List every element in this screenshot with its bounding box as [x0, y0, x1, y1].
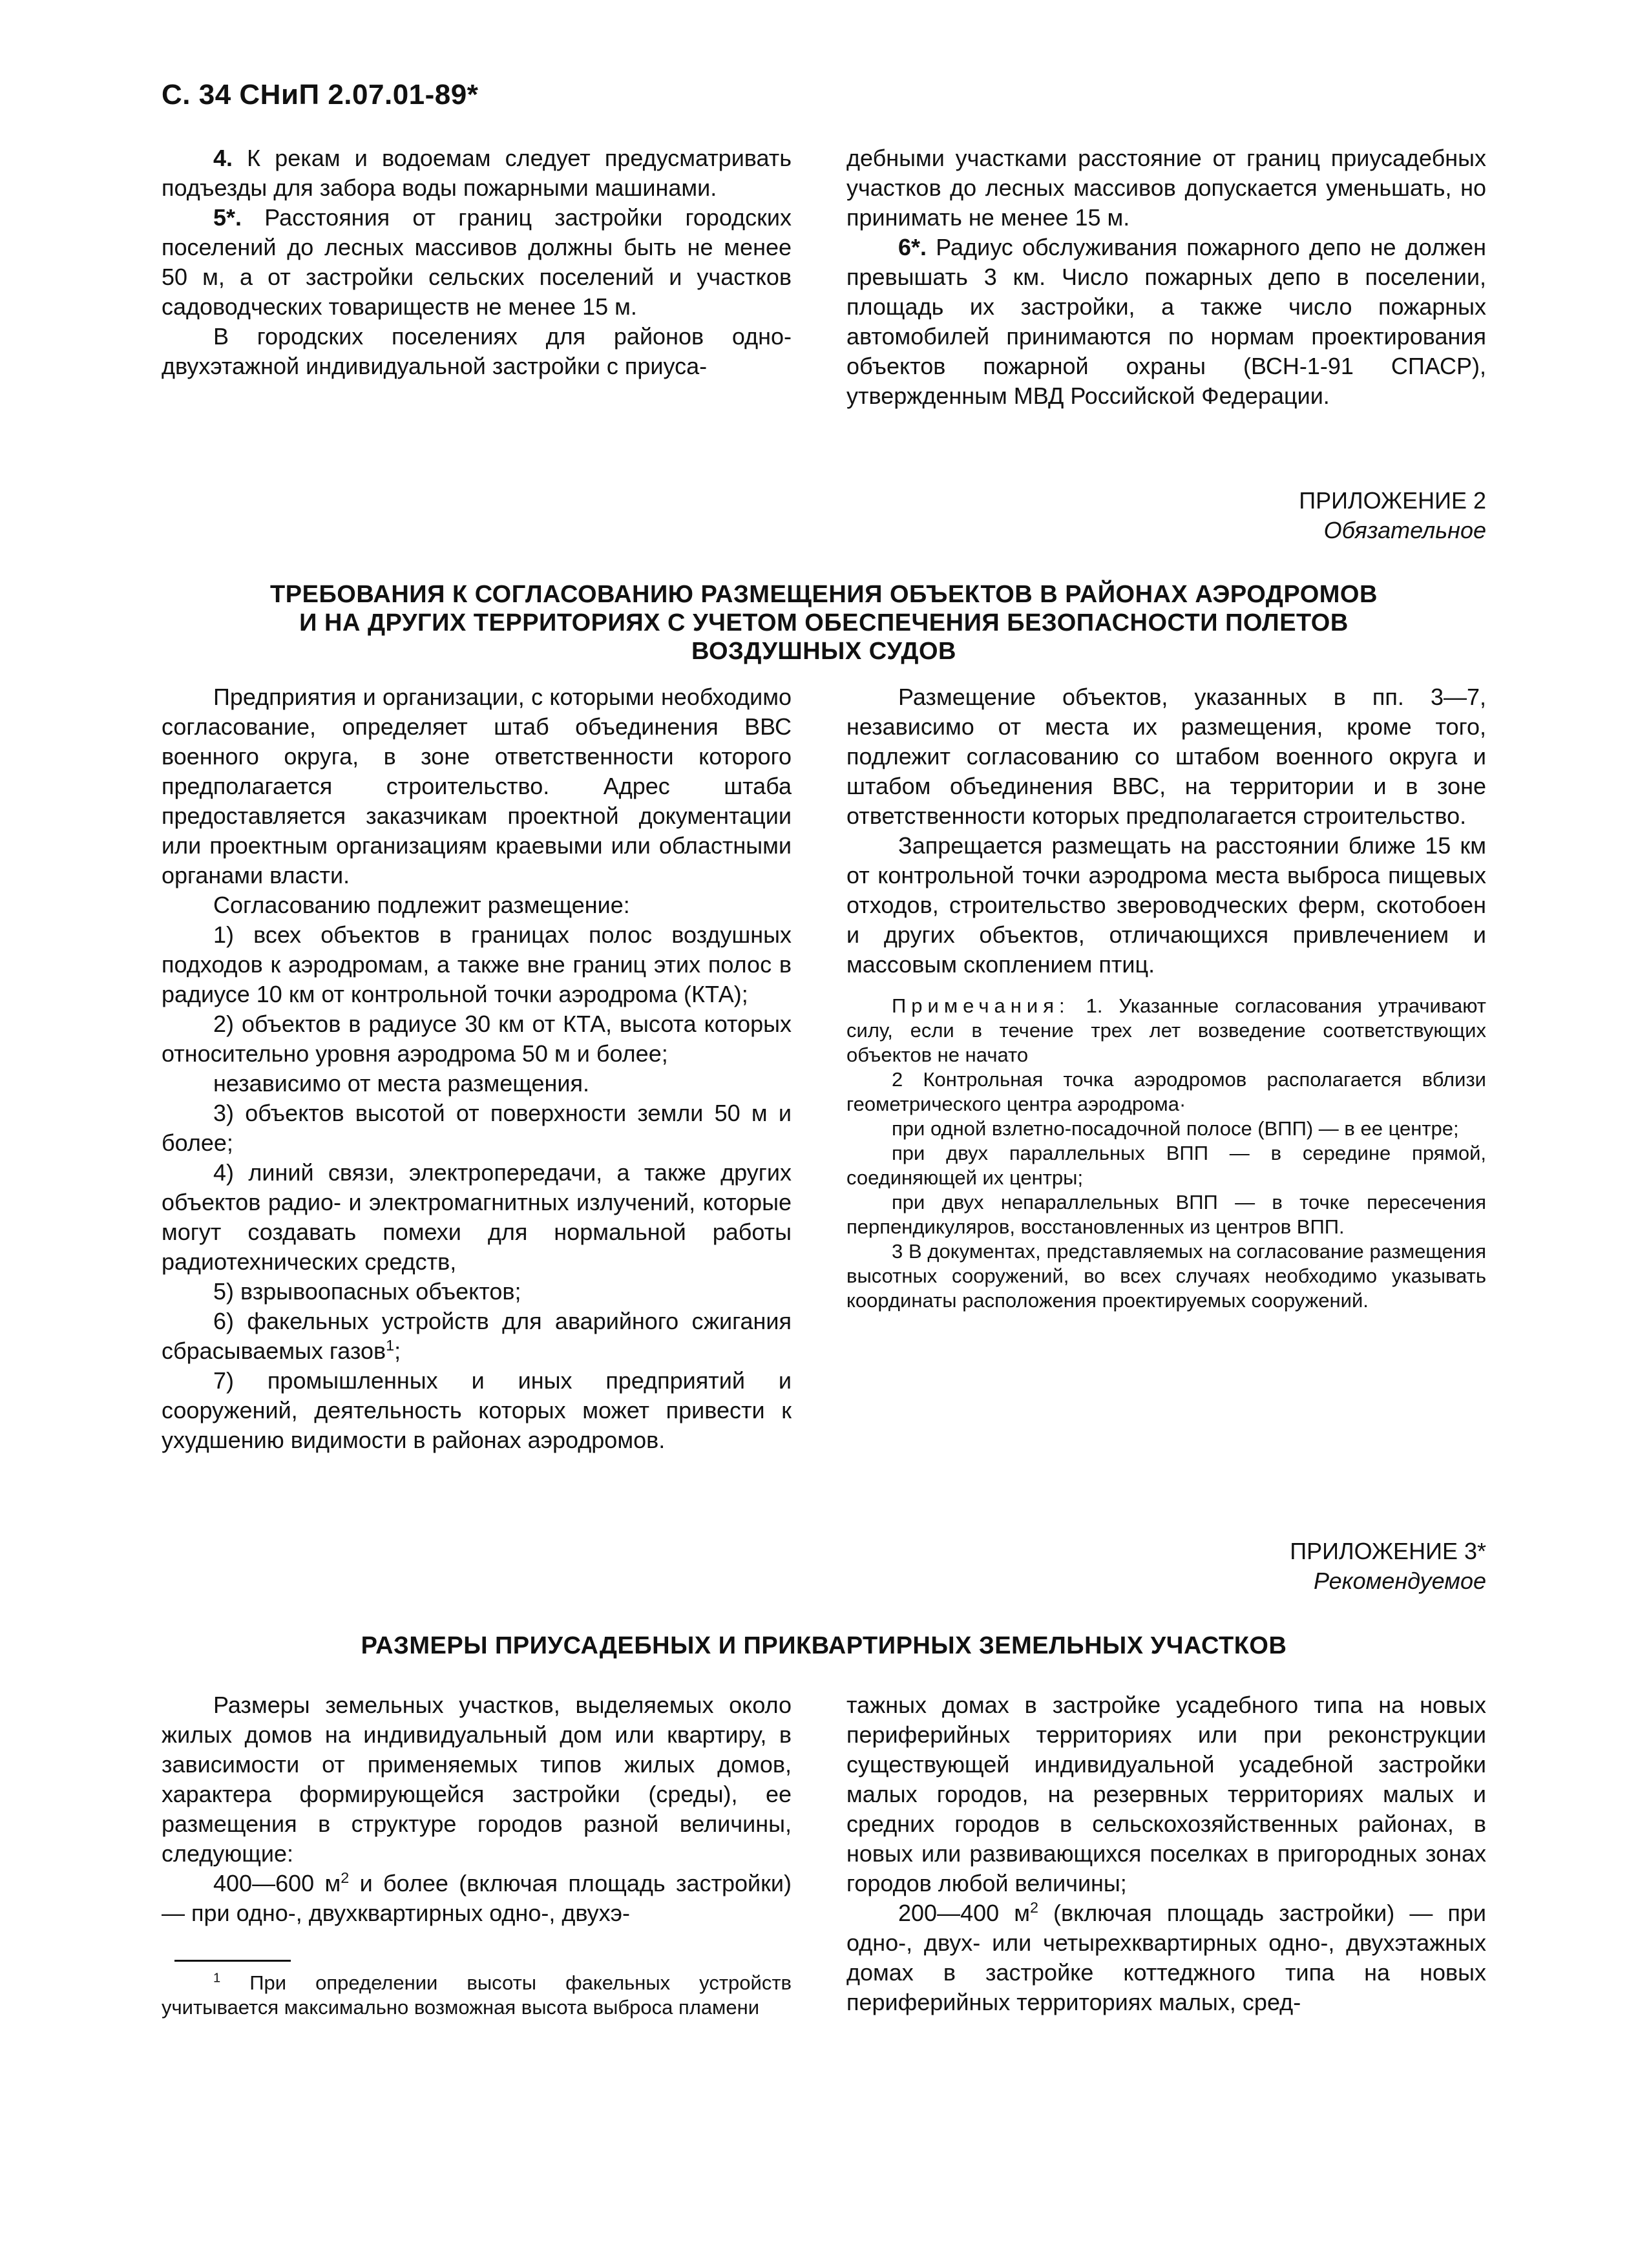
list-item: 7) промышленных и иных предприятий и сооружений, деятельность которых может привести к ухудшению видимости в районах аэродромов. [162, 1367, 792, 1453]
footnote-ref: 1 [386, 1337, 395, 1354]
paragraph: 4. К рекам и водоемам следует предусматривать подъезды для забора воды пожарными машинами. [162, 145, 792, 201]
paragraph: 200—400 $м^2$ (включая площадь застройки) — при одно-, двух- или четырехквартирных одно-, двухэтажных домах в застройке коттеджного типа на новых периферийных территориях малых, сред- [846, 1899, 1487, 2015]
note: при одной взлетно-посадочной полосе (ВПП) — в ее центре; [892, 1117, 1459, 1140]
appendix-3-label: ПРИЛОЖЕНИЕ 3* Рекомендуемое [1290, 1538, 1486, 1594]
paragraph: Запрещается размещать на расстоянии ближе 15 км от контрольной точки аэродрома места выброса пищевых отходов, строительство звероводческих ферм, скотобоен и других объектов, отличающихся привлечением и массовым скоплением птиц. [846, 832, 1486, 978]
appendix-3-left-column [162, 1690, 792, 1928]
top-left-column [162, 143, 792, 381]
footnote: $^1$ При определении высоты факельных устройств учитывается максимально возможная высота выброса пламени [162, 1971, 792, 2019]
appendix-2-title: ТРЕБОВАНИЯ К СОГЛАСОВАНИЮ РАЗМЕЩЕНИЯ ОБЪЕКТОВ В РАЙОНАХ АЭРОДРОМОВ И НА ДРУГИХ ТЕРРИТОРИЯХ С УЧЕТОМ ОБЕСПЕЧЕНИЯ БЕЗОПАСНОСТИ ПОЛЕТОВ ВОЗДУШНЫХ СУДОВ [270, 581, 1378, 665]
footnote-divider [174, 1960, 291, 1962]
notes-block [846, 994, 1486, 1313]
appendix-2-left-column [162, 682, 792, 1455]
list-item: 6) факельных устройств для аварийного сжигания сбрасываемых газов$^1$; [162, 1308, 792, 1364]
list-item: 1) всех объектов в границах полос воздушных подходов к аэродромам, а также вне границ этих полос в радиусе 10 км от контрольной точки аэродрома (КТА); [162, 921, 792, 1007]
note: Примечания: 1. Указанные согласования утрачивают силу, если в течение трех лет возведение соответствующих объектов не начато [846, 994, 1486, 1066]
paragraph: 6*. Радиус обслуживания пожарного депо не должен превышать 3 км. Число пожарных депо в поселении, площадь их застройки, а также число пожарных автомобилей принимаются по нормам проектирования объектов пожарной охраны (ВСН-1-91 СПАСР), утвержденным МВД Российской Федерации. [846, 234, 1486, 409]
note: 3 В документах, представляемых на согласование размещения высотных сооружений, во всех случаях необходимо указывать координаты расположения проектируемых сооружений. [846, 1240, 1486, 1312]
list-item: 5) взрывоопасных объектов; [213, 1278, 521, 1305]
appendix-3-title: РАЗМЕРЫ ПРИУСАДЕБНЫХ И ПРИКВАРТИРНЫХ ЗЕМЕЛЬНЫХ УЧАСТКОВ [361, 1632, 1287, 1659]
paragraph: 5*. Расстояния от границ застройки городских поселений до лесных массивов должны быть не менее 50 м, а от застройки сельских поселений и участков садоводческих товариществ не менее 15 м. [162, 204, 792, 320]
appendix-2-label: ПРИЛОЖЕНИЕ 2 Обязательное [1299, 487, 1486, 543]
note: при двух параллельных ВПП — в середине прямой, соединяющей их центры; [846, 1142, 1486, 1189]
paragraph: тажных домах в застройке усадебного типа на новых периферийных территориях или при реконструкции существующей индивидуальной усадебной застройки малых городов, на резервных территориях малых и средних городов в сельскохозяйственных районах, в новых или развивающихся поселках в пригородных зонах городов любой величины; [846, 1692, 1486, 1896]
page-header: С. 34 СНиП 2.07.01-89* [162, 79, 479, 110]
list-item: 2) объектов в радиусе 30 км от КТА, высота которых относительно уровня аэродрома 50 м и более; [162, 1011, 792, 1067]
list-item: 3) объектов высотой от поверхности земли 50 м и более; [162, 1100, 792, 1156]
paragraph: Размеры земельных участков, выделяемых около жилых домов на индивидуальный дом или квартиру, в зависимости от применяемых типов жилых домов, характера формирующейся застройки (среды), ее размещения в структуре городов разной величины, следующие: [162, 1692, 792, 1867]
note: при двух непараллельных ВПП — в точке пересечения перпендикуляров, восстановленных из центров ВПП. [846, 1191, 1486, 1238]
paragraph: 400—600 $м^2$ и более (включая площадь застройки) — при одно-, двухквартирных одно-, двухэ- [162, 1869, 792, 1926]
appendix-3-right-column [846, 1690, 1486, 2017]
paragraph: В городских поселениях для районов одно-двухэтажной индивидуальной застройки с приуса- [162, 323, 792, 379]
top-right-column [846, 143, 1486, 411]
list-item: независимо от места размещения. [213, 1070, 589, 1097]
paragraph: Согласованию подлежит размещение: [213, 892, 630, 918]
list-item: 4) линий связи, электропередачи, а также других объектов радио- и электромагнитных излучений, которые могут создавать помехи для нормальной работы радиотехнических средств, [162, 1159, 792, 1275]
appendix-2-right-column [846, 682, 1486, 1313]
paragraph: Предприятия и организации, с которыми необходимо согласование, определяет штаб объединения ВВС военного округа, в зоне ответственности которого предполагается строительство. Адрес штаба предоставляется заказчикам проектной документации или проектным организациям краевыми или областными органами власти. [162, 684, 792, 888]
paragraph: Размещение объектов, указанных в пп. 3—7, независимо от места их размещения, кроме того, подлежит согласованию со штабом военного округа и штабом объединения ВВС, на территории и в зоне ответственности которых предполагается строительство. [846, 684, 1486, 829]
note: 2 Контрольная точка аэродромов располагается вблизи геометрического центра аэродрома· [846, 1068, 1486, 1115]
paragraph: дебными участками расстояние от границ приусадебных участков до лесных массивов допускается уменьшать, но принимать не менее 15 м. [846, 145, 1486, 231]
